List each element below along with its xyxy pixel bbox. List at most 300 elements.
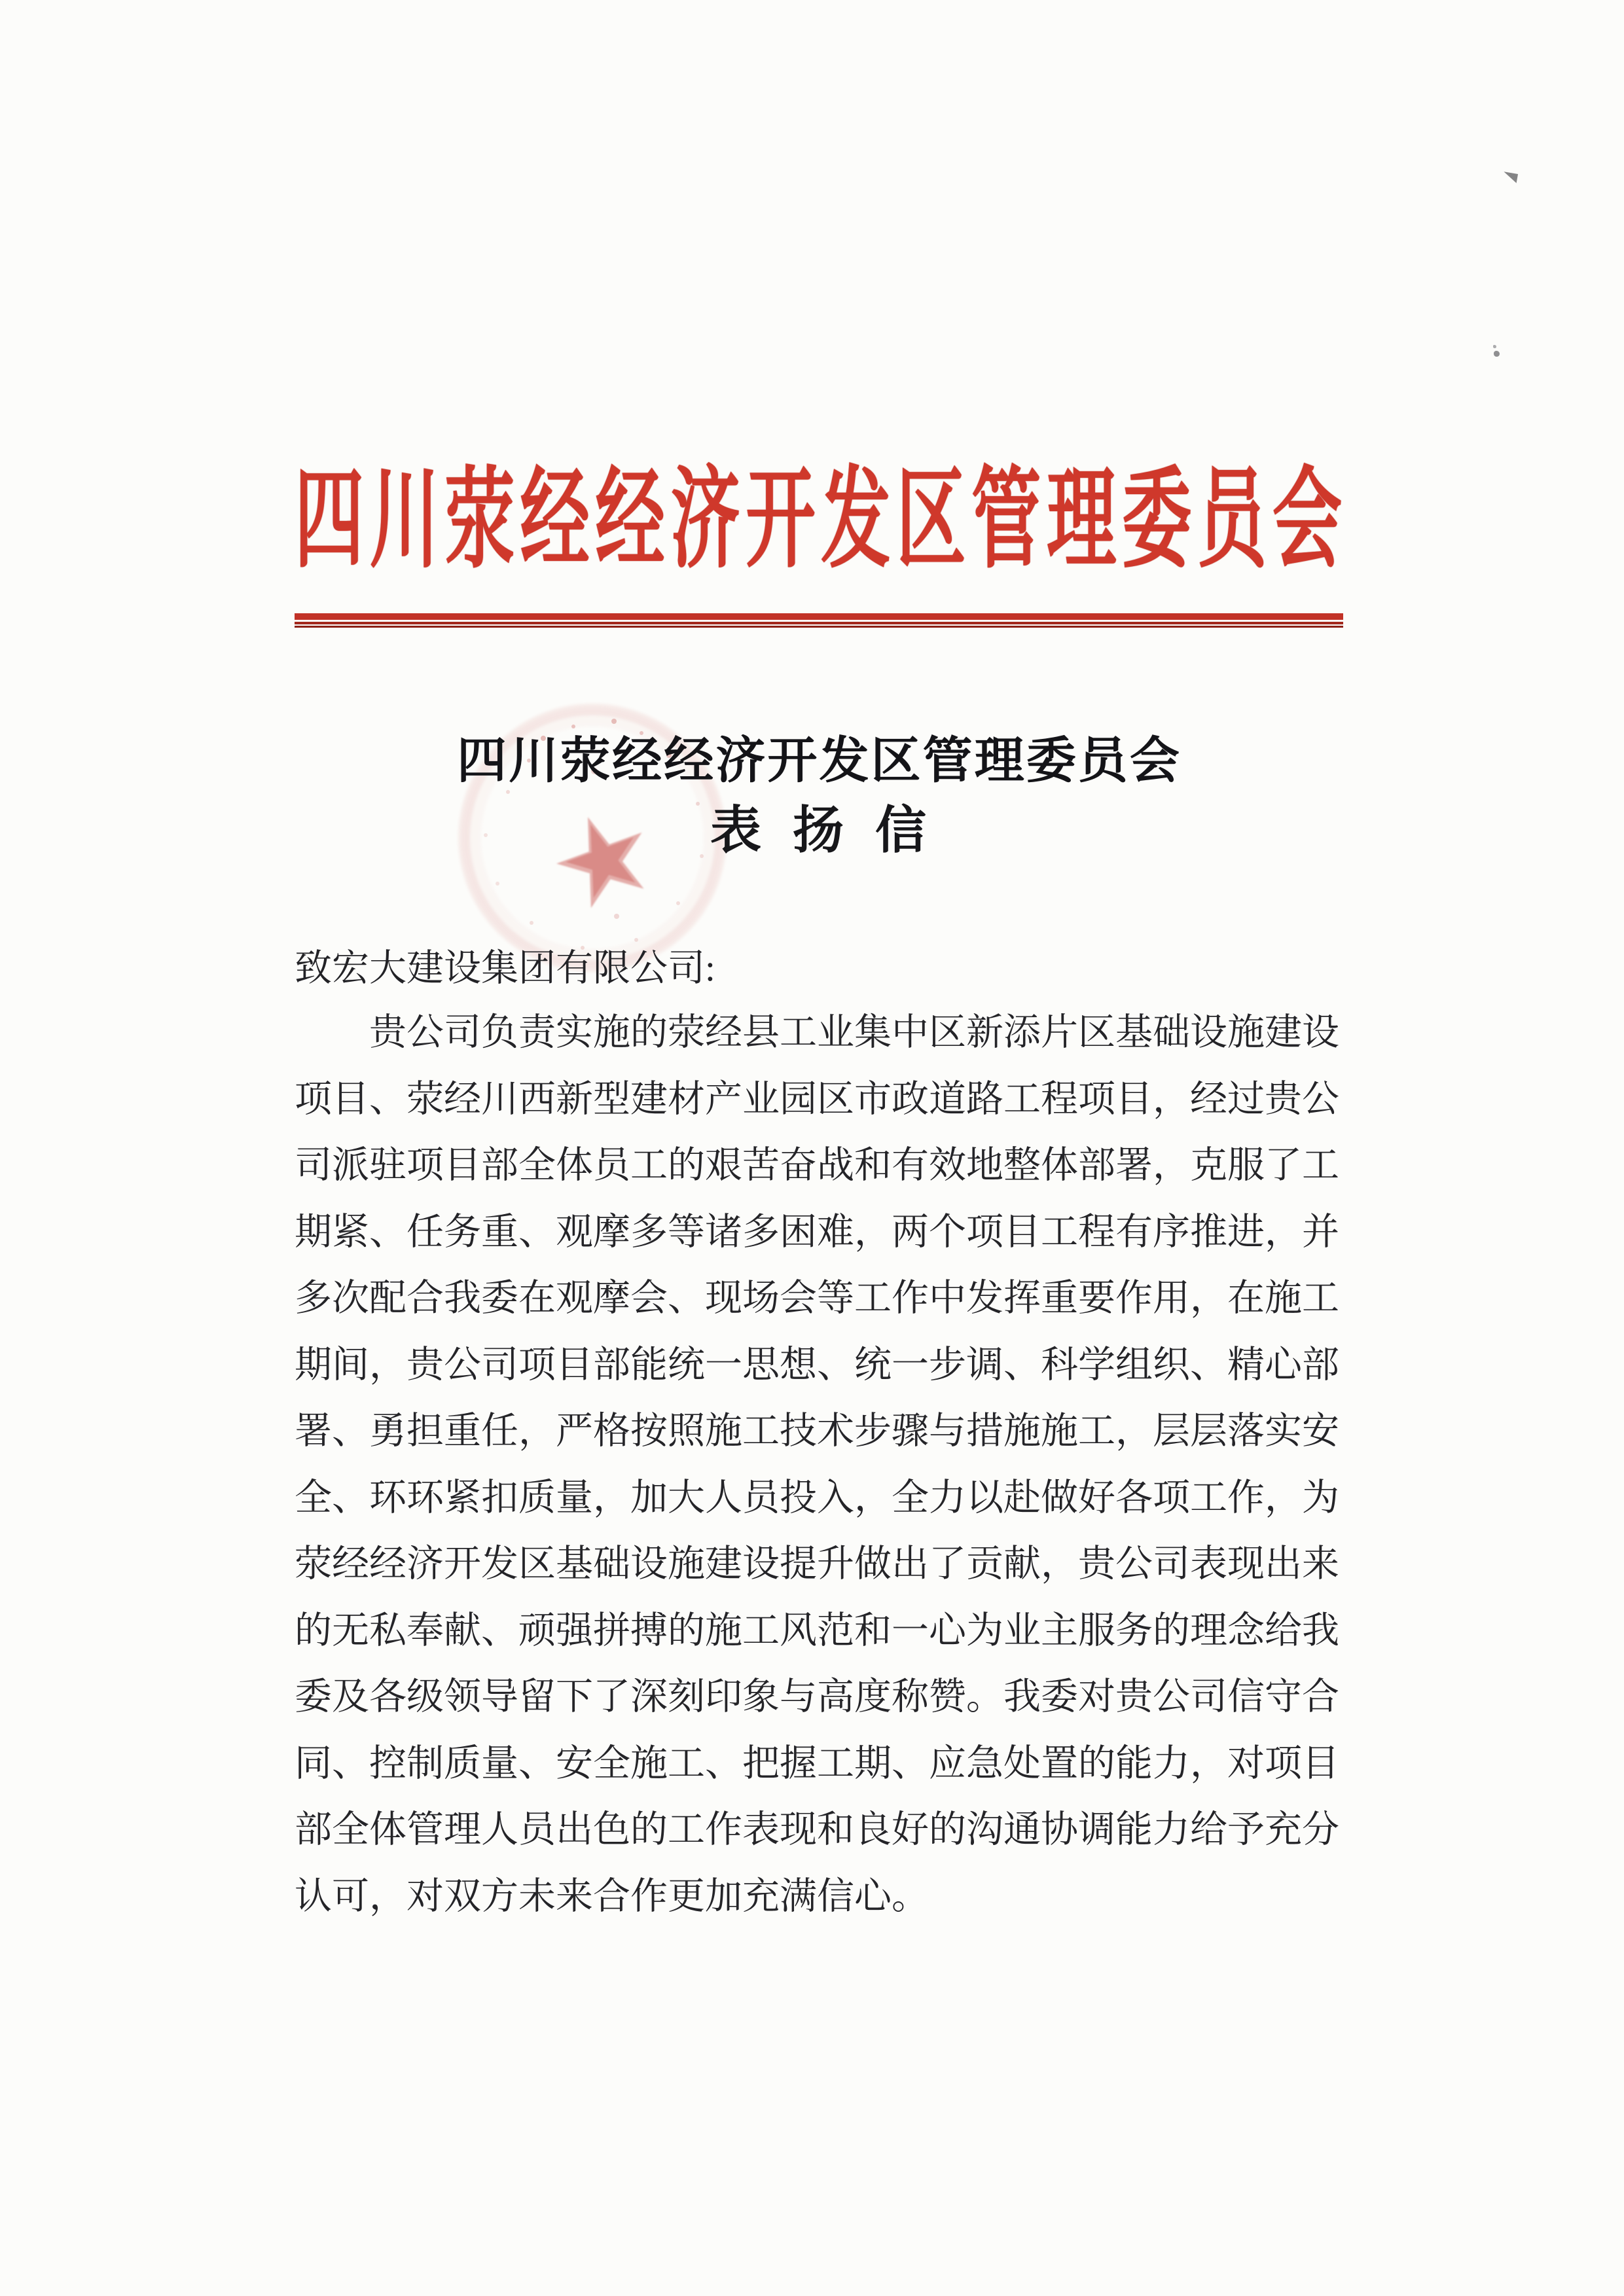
char: 。: [892, 1875, 929, 1917]
char: 骤: [892, 1410, 929, 1452]
char: 部: [1078, 1145, 1115, 1186]
letterhead-rule-thin-upper: [295, 622, 1343, 624]
char: 新: [966, 1012, 1003, 1053]
char: 派: [332, 1145, 369, 1186]
char: 设: [1190, 1012, 1227, 1053]
char: ，: [854, 1477, 892, 1518]
char: 表: [1190, 1543, 1227, 1585]
char: 信: [817, 1875, 854, 1917]
body-line: [295, 1609, 1339, 1676]
char: 出: [556, 1809, 593, 1850]
char: 方: [481, 1875, 518, 1917]
char: 责: [518, 1012, 556, 1053]
char: 步: [854, 1410, 892, 1452]
char: 色: [593, 1809, 630, 1850]
char: 环: [406, 1477, 444, 1518]
char: 驻: [369, 1145, 406, 1186]
char: 力: [929, 1477, 966, 1518]
char: 项: [406, 1145, 444, 1186]
char: 升: [817, 1543, 854, 1585]
char: 控: [369, 1742, 406, 1784]
char: 为: [966, 1609, 1003, 1651]
char: 期: [295, 1344, 332, 1386]
char: 给: [1190, 1809, 1227, 1850]
char: ，: [1190, 1278, 1227, 1319]
char: ，: [369, 1344, 406, 1386]
char: 作: [1115, 1278, 1153, 1319]
char: 加: [705, 1875, 742, 1917]
char: 理: [974, 734, 1024, 789]
char: 会: [630, 1278, 668, 1319]
document-subject-title: [710, 804, 926, 863]
char: 搏: [630, 1609, 668, 1651]
char: 目: [556, 1344, 593, 1386]
char: 部: [295, 1809, 332, 1850]
char: 员: [593, 1145, 630, 1186]
char: 心: [1265, 1344, 1302, 1386]
char: 奋: [780, 1145, 817, 1186]
char: 全: [518, 1145, 556, 1186]
char: 发: [481, 1543, 518, 1585]
char: 设: [1302, 1012, 1339, 1053]
char: ，: [369, 1875, 406, 1917]
char: 深: [630, 1676, 668, 1717]
char: 人: [481, 1809, 518, 1850]
char: 实: [556, 1012, 593, 1053]
char: 战: [817, 1145, 854, 1186]
char: 多: [630, 1211, 668, 1253]
char: 献: [444, 1609, 481, 1651]
char: 全: [892, 1477, 929, 1518]
char: 分: [1302, 1809, 1339, 1850]
char: 建: [630, 1078, 668, 1120]
char: 、: [817, 1344, 854, 1386]
char: 我: [1302, 1609, 1339, 1651]
char: 精: [1227, 1344, 1265, 1386]
char: 扬: [792, 802, 844, 859]
char: 道: [929, 1078, 966, 1120]
char: 过: [1227, 1078, 1265, 1120]
char: 用: [1153, 1278, 1190, 1319]
char: 期: [854, 1742, 892, 1784]
char: 调: [966, 1344, 1003, 1386]
char: 经: [369, 1543, 406, 1585]
char: 予: [1227, 1809, 1265, 1850]
letter-body: [295, 1011, 1339, 1941]
char: 经: [332, 1543, 369, 1585]
char: 无: [332, 1609, 369, 1651]
char: 各: [1115, 1477, 1153, 1518]
char: 川: [481, 1078, 518, 1120]
char: 开: [767, 734, 818, 789]
body-line: [295, 1277, 1339, 1344]
char: 中: [892, 1012, 929, 1053]
char: 区: [871, 734, 921, 789]
char: 工: [742, 1410, 780, 1452]
char: 合: [593, 1875, 630, 1917]
char: 范: [817, 1609, 854, 1651]
body-line: [295, 1011, 1339, 1078]
char: 严: [556, 1410, 593, 1452]
char: 、: [705, 1742, 742, 1784]
char: 表: [742, 1809, 780, 1850]
char: 项: [518, 1344, 556, 1386]
scan-artifact-wedge: [1502, 171, 1518, 183]
char: 工: [780, 1012, 817, 1053]
char: 我: [444, 1278, 481, 1319]
char: 施: [668, 1543, 705, 1585]
char: 司: [1190, 1676, 1227, 1717]
char: 措: [966, 1410, 1003, 1452]
char: 项: [1153, 1477, 1190, 1518]
char: 署: [1115, 1145, 1153, 1186]
char: 荥: [295, 1543, 332, 1585]
char: 织: [1153, 1344, 1190, 1386]
char: 工: [1078, 1410, 1115, 1452]
char: 奉: [406, 1609, 444, 1651]
char: 层: [1190, 1410, 1227, 1452]
char: 发: [966, 1278, 1003, 1319]
char: 荥: [406, 1078, 444, 1120]
char: 、: [1003, 1344, 1041, 1386]
char: 强: [556, 1609, 593, 1651]
char: 作: [892, 1278, 929, 1319]
char: 配: [369, 1278, 406, 1319]
char: 及: [332, 1676, 369, 1717]
body-line: [295, 1543, 1339, 1609]
char: 私: [369, 1609, 406, 1651]
char: 勇: [369, 1410, 406, 1452]
char: 来: [1302, 1543, 1339, 1585]
char: 沟: [966, 1809, 1003, 1850]
char: 序: [1153, 1211, 1190, 1253]
char: 务: [444, 1211, 481, 1253]
char: 发: [819, 734, 869, 789]
char: 苦: [742, 1145, 780, 1186]
char: 。: [966, 1676, 1003, 1717]
char: 观: [556, 1278, 593, 1319]
char: 留: [518, 1676, 556, 1717]
char: 建: [1265, 1012, 1302, 1053]
char: 的: [929, 1809, 966, 1850]
char: 作: [630, 1875, 668, 1917]
char: 合: [1302, 1676, 1339, 1717]
char: 对: [1078, 1676, 1115, 1717]
char: 诸: [705, 1211, 742, 1253]
char: 工: [1003, 1078, 1041, 1120]
char: 双: [444, 1875, 481, 1917]
char: 挥: [1003, 1278, 1041, 1319]
char: 、: [332, 1410, 369, 1452]
char: 设: [742, 1543, 780, 1585]
char: 下: [556, 1676, 593, 1717]
char: 员: [518, 1809, 556, 1850]
char: 把: [742, 1742, 780, 1784]
char: 经: [520, 459, 590, 581]
char: ，: [593, 1477, 630, 1518]
char: 顽: [518, 1609, 556, 1651]
char: 我: [1003, 1676, 1041, 1717]
char: 施: [1265, 1278, 1302, 1319]
char: 会: [1272, 459, 1342, 581]
char: 克: [1190, 1145, 1227, 1186]
char: 委: [481, 1278, 518, 1319]
char: 济: [715, 734, 766, 789]
char: 、: [481, 1609, 518, 1651]
char: 技: [780, 1410, 817, 1452]
char: 握: [780, 1742, 817, 1784]
char: [295, 1011, 332, 1078]
char: 施: [1227, 1012, 1265, 1053]
char: 工: [668, 1809, 705, 1850]
char: 紧: [332, 1211, 369, 1253]
char: 经: [444, 1078, 481, 1120]
char: 的: [668, 1609, 705, 1651]
char: 拼: [593, 1609, 630, 1651]
char: 现: [1227, 1543, 1265, 1585]
char: 与: [780, 1676, 817, 1717]
char: 质: [518, 1477, 556, 1518]
char: 按: [630, 1410, 668, 1452]
char: 与: [929, 1410, 966, 1452]
char: 力: [1153, 1742, 1190, 1784]
char: 量: [556, 1477, 593, 1518]
char: 经: [612, 734, 662, 789]
char: 工: [854, 1278, 892, 1319]
char: 等: [817, 1278, 854, 1319]
char: 工: [742, 1609, 780, 1651]
char: 艰: [705, 1145, 742, 1186]
char: 园: [780, 1078, 817, 1120]
char: 通: [1003, 1809, 1041, 1850]
char: 度: [854, 1676, 892, 1717]
char: 出: [1265, 1543, 1302, 1585]
char: 管: [406, 1809, 444, 1850]
char: 程: [1078, 1211, 1115, 1253]
char: 一: [892, 1609, 929, 1651]
char: 全: [295, 1477, 332, 1518]
char: 公: [1302, 1078, 1339, 1120]
char: 西: [518, 1078, 556, 1120]
char: 础: [593, 1543, 630, 1585]
char: 员: [1077, 734, 1128, 789]
char: 管: [922, 734, 973, 789]
char: 环: [369, 1477, 406, 1518]
char: 格: [593, 1410, 630, 1452]
char: 次: [332, 1278, 369, 1319]
char: 的: [668, 1145, 705, 1186]
char: 做: [854, 1543, 892, 1585]
char: 、: [332, 1742, 369, 1784]
char: 作: [705, 1809, 742, 1850]
char: 荥: [668, 1012, 705, 1053]
char: 大: [668, 1477, 705, 1518]
char: 一: [892, 1344, 929, 1386]
body-line: [295, 1808, 1339, 1875]
char: 务: [1115, 1609, 1153, 1651]
char: 称: [892, 1676, 929, 1717]
char: 、: [518, 1211, 556, 1253]
char: 心: [854, 1875, 892, 1917]
char: 贵: [1265, 1078, 1302, 1120]
char: 好: [892, 1809, 929, 1850]
char: 的: [295, 1609, 332, 1651]
char: 观: [556, 1211, 593, 1253]
char: 理: [1047, 459, 1117, 581]
char: 未: [518, 1875, 556, 1917]
char: 体: [369, 1809, 406, 1850]
char: 良: [854, 1809, 892, 1850]
char: 础: [1153, 1012, 1190, 1053]
char: 对: [406, 1875, 444, 1917]
char: 管: [971, 459, 1041, 581]
char: 材: [668, 1078, 705, 1120]
char: 和: [854, 1609, 892, 1651]
char: 目: [444, 1145, 481, 1186]
char: 经: [1190, 1078, 1227, 1120]
char: 个: [929, 1211, 966, 1253]
char: 司: [444, 1012, 481, 1053]
char: ，: [1265, 1211, 1302, 1253]
char: 、: [892, 1742, 929, 1784]
char: 能: [630, 1344, 668, 1386]
char: 工: [1302, 1278, 1339, 1319]
char: 对: [1227, 1742, 1265, 1784]
char: 守: [1265, 1676, 1302, 1717]
char: 施: [630, 1742, 668, 1784]
char: 工: [1190, 1477, 1227, 1518]
char: ，: [1153, 1145, 1190, 1186]
char: 公: [444, 1344, 481, 1386]
char: 、: [1190, 1344, 1227, 1386]
char: 目: [1302, 1742, 1339, 1784]
char: 投: [780, 1477, 817, 1518]
char: 经: [705, 1012, 742, 1053]
char: 有: [892, 1145, 929, 1186]
char: 发: [821, 459, 891, 581]
char: 施: [705, 1609, 742, 1651]
char: 导: [481, 1676, 518, 1717]
char: 领: [444, 1676, 481, 1717]
char: 和: [854, 1145, 892, 1186]
char: 现: [780, 1809, 817, 1850]
char: 合: [406, 1278, 444, 1319]
char: 组: [1115, 1344, 1153, 1386]
char: ，: [518, 1410, 556, 1452]
char: 充: [1265, 1809, 1302, 1850]
char: 贵: [406, 1344, 444, 1386]
char: 重: [1041, 1278, 1078, 1319]
char: 建: [705, 1543, 742, 1585]
char: 司: [481, 1344, 518, 1386]
char: 程: [1041, 1078, 1078, 1120]
char: 急: [966, 1742, 1003, 1784]
char: 更: [668, 1875, 705, 1917]
char: 多: [295, 1278, 332, 1319]
char: 会: [780, 1278, 817, 1319]
char: 充: [742, 1875, 780, 1917]
char: 担: [406, 1410, 444, 1452]
char: 荥: [560, 734, 611, 789]
char: 市: [854, 1078, 892, 1120]
char: 重: [481, 1211, 518, 1253]
char: 施: [705, 1410, 742, 1452]
char: 施: [1003, 1410, 1041, 1452]
char: 业: [742, 1078, 780, 1120]
body-line: [295, 1875, 1339, 1942]
char: 心: [929, 1609, 966, 1651]
char: 理: [444, 1809, 481, 1850]
char: 委: [295, 1676, 332, 1717]
char: 统: [668, 1344, 705, 1386]
char: 力: [1153, 1809, 1190, 1850]
char: 目: [1115, 1078, 1153, 1120]
char: 的: [1078, 1742, 1115, 1784]
char: 署: [295, 1410, 332, 1452]
char: 为: [1302, 1477, 1339, 1518]
char: 、: [668, 1278, 705, 1319]
char: 负: [481, 1012, 518, 1053]
char: 科: [1041, 1344, 1078, 1386]
char: 区: [817, 1078, 854, 1120]
char: 作: [1227, 1477, 1265, 1518]
char: 多: [742, 1211, 780, 1253]
char: 置: [1041, 1742, 1078, 1784]
char: 期: [295, 1211, 332, 1253]
char: 全: [593, 1742, 630, 1784]
char: 认: [295, 1875, 332, 1917]
char: 工: [817, 1742, 854, 1784]
char: 司: [295, 1145, 332, 1186]
char: 学: [1078, 1344, 1115, 1386]
char: 各: [369, 1676, 406, 1717]
body-line: [295, 1676, 1339, 1742]
char: 在: [518, 1278, 556, 1319]
char: 现: [705, 1278, 742, 1319]
char: 开: [444, 1543, 481, 1585]
char: 一: [705, 1344, 742, 1386]
char: 照: [668, 1410, 705, 1452]
char: 、: [369, 1078, 406, 1120]
char: 基: [556, 1543, 593, 1585]
salutation: 致宏大建设集团有限公司:: [295, 948, 715, 989]
body-line: [295, 1211, 1339, 1278]
char: 项: [966, 1211, 1003, 1253]
char: 部: [1302, 1344, 1339, 1386]
char: 能: [1115, 1742, 1153, 1784]
char: 难: [817, 1211, 854, 1253]
char: 四: [295, 459, 364, 581]
char: 贡: [966, 1543, 1003, 1585]
char: 好: [1078, 1477, 1115, 1518]
char: 委: [1026, 734, 1076, 789]
char: 中: [929, 1278, 966, 1319]
char: 的: [1153, 1609, 1190, 1651]
char: 片: [1041, 1012, 1078, 1053]
char: ，: [1041, 1543, 1078, 1585]
scan-artifact-speck: [1494, 351, 1500, 357]
char: 集: [854, 1012, 892, 1053]
char: 贵: [369, 1012, 406, 1053]
char: 同: [295, 1742, 332, 1784]
char: 施: [593, 1012, 630, 1053]
char: 紧: [444, 1477, 481, 1518]
char: 提: [780, 1543, 817, 1585]
char: [849, 804, 869, 863]
char: 四: [457, 734, 507, 789]
char: 献: [1003, 1543, 1041, 1585]
char: 的: [630, 1809, 668, 1850]
